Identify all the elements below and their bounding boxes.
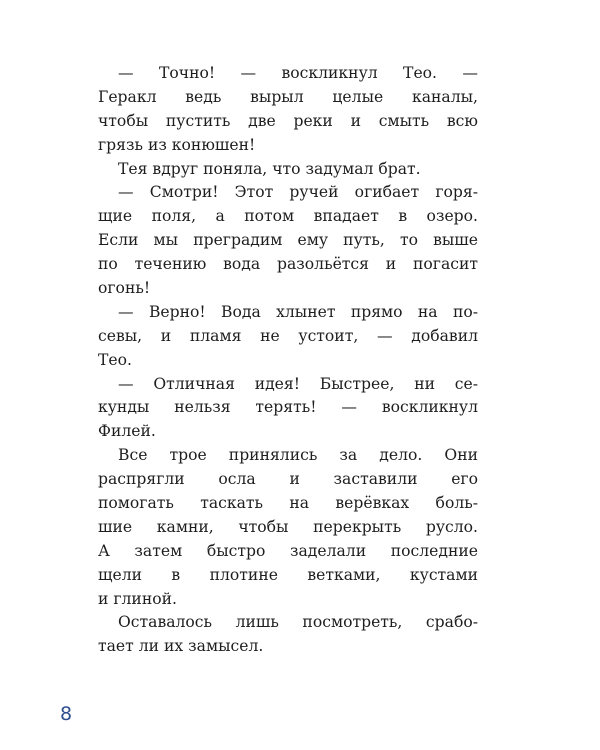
text-line: — Верно! Вода хлынет прямо на по-	[118, 302, 478, 321]
text-line: Если мы преградим ему путь, то выше	[98, 231, 478, 250]
paragraph	[98, 444, 478, 611]
text-line: А затем быстро заделали последние	[98, 541, 478, 560]
text-line: Геракл ведь вырыл целые каналы,	[98, 87, 478, 106]
text-line: Филей.	[98, 422, 156, 441]
text-line: по течению вода разольётся и погасит	[98, 255, 478, 274]
page-number: 8	[60, 703, 73, 725]
body-text	[98, 62, 478, 659]
text-line: тает ли их замысел.	[98, 637, 264, 656]
text-line: щели в плотине ветками, кустами	[98, 565, 478, 584]
text-line: Тео.	[98, 350, 132, 369]
paragraph	[98, 373, 478, 445]
text-line: огонь!	[98, 279, 151, 298]
text-line: грязь из конюшен!	[98, 135, 256, 154]
paragraph	[98, 611, 478, 659]
text-line: севы, и пламя не устоит, — добавил	[98, 326, 478, 345]
paragraph	[98, 158, 478, 182]
paragraph	[98, 301, 478, 373]
text-line: — Отличная идея! Быстрее, ни се-	[118, 374, 478, 393]
text-line: и глиной.	[98, 589, 177, 608]
text-line: шие камни, чтобы перекрыть русло.	[98, 517, 478, 536]
text-line: Оставалось лишь посмотреть, срабо-	[118, 613, 478, 632]
text-line: щие поля, а потом впадает в озеро.	[98, 207, 478, 226]
text-line: Тея вдруг поняла, что задумал брат.	[118, 159, 421, 178]
text-line: Все трое принялись за дело. Они	[118, 446, 478, 465]
text-line: кунды нельзя терять! — воскликнул	[98, 398, 478, 417]
paragraph	[98, 181, 478, 300]
text-line: распрягли осла и заставили его	[98, 470, 478, 489]
text-line: чтобы пустить две реки и смыть всю	[98, 111, 478, 130]
paragraph	[98, 62, 478, 158]
text-line: — Точно! — воскликнул Тео. —	[118, 64, 478, 82]
text-line: — Смотри! Этот ручей огибает горя-	[118, 183, 478, 202]
text-line: помогать таскать на верёвках боль-	[98, 494, 478, 513]
